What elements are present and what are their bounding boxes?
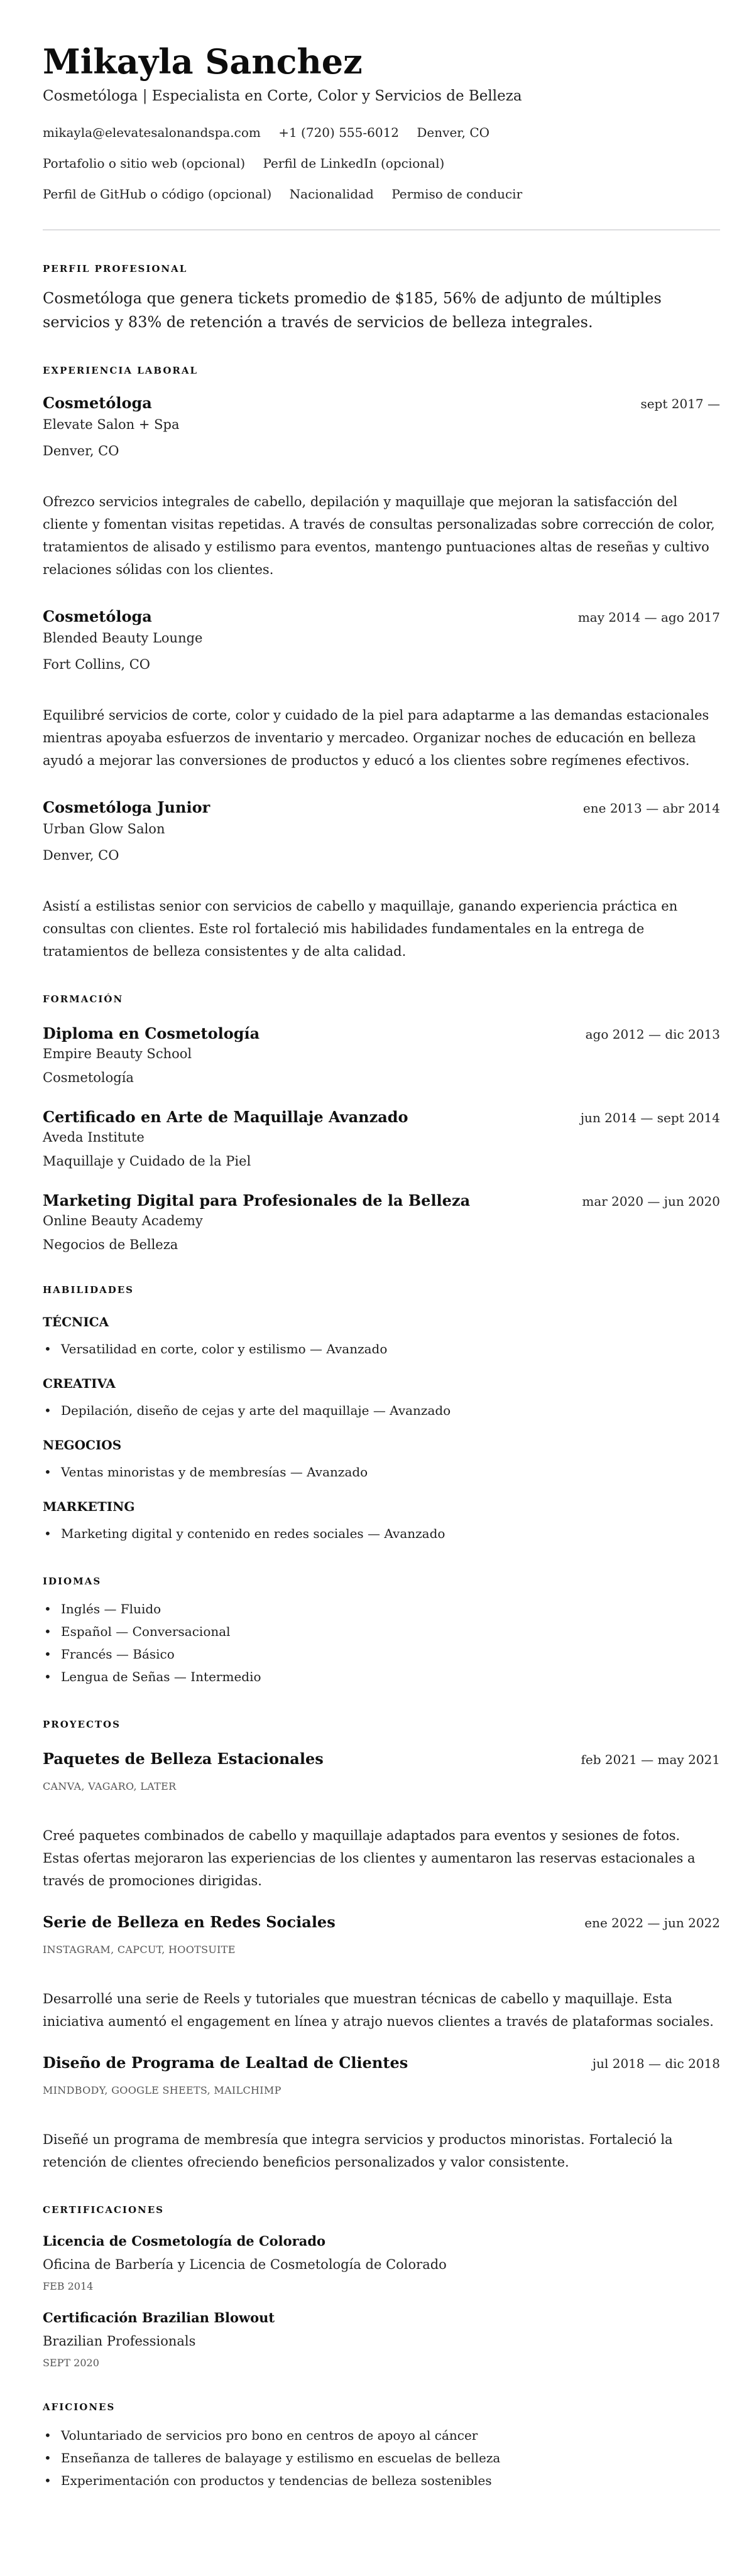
bullet-icon: • [44, 1403, 52, 1418]
certifications-section [43, 2204, 720, 2371]
section-heading: AFICIONES [43, 2401, 116, 2413]
bullet-icon: • [44, 1601, 52, 1616]
list-item [43, 2447, 720, 2469]
project-description: Diseñé un programa de membresía que integra servicios y productos minoristas. Fortaleció la retención de clientes ofreciendo beneficios personalizados y valor consistente. [43, 2132, 673, 2170]
certification-entry [43, 2232, 720, 2294]
entry-header [43, 1191, 720, 1211]
contact-row [43, 185, 720, 203]
education-section [43, 993, 720, 1253]
project-tech-stack: CANVA, VAGARO, LATER [43, 1780, 177, 1792]
list-item-text: Depilación, diseño de cejas y arte del maquillaje — Avanzado [61, 1403, 451, 1418]
education-entry [43, 1191, 720, 1253]
contact-driving-license: Permiso de conducir [391, 187, 523, 202]
list-item-text: Inglés — Fluido [61, 1601, 161, 1616]
school-name: Empire Beauty School [43, 1046, 192, 1061]
entry-title: Paquetes de Belleza Estacionales [43, 1750, 324, 1768]
entry-title: Cosmetóloga Junior [43, 798, 210, 816]
languages-section [43, 1575, 720, 1688]
contact-location: Denver, CO [417, 125, 490, 140]
list-item-text: Ventas minoristas y de membresías — Avanzado [61, 1464, 368, 1480]
skill-group-heading: NEGOCIOS [43, 1437, 122, 1453]
job-description: Ofrezco servicios integrales de cabello, depilación y maquillaje que mejoran la satisfacción del cliente y fomentan visitas repetidas. A través de consultas personalizadas sobre corrección de color, tratamientos de alisado y estilismo para eventos, mantengo puntuaciones altas de reseñas y cultivo relaciones sólidas con los clientes. [43, 494, 715, 577]
contact-row [43, 123, 720, 142]
entry-header [43, 1913, 720, 1932]
entry-date: may 2014 — ago 2017 [577, 610, 720, 625]
entry-title: Cosmetóloga [43, 607, 152, 625]
job-entry [43, 394, 720, 581]
entry-date: ago 2012 — dic 2013 [585, 1027, 720, 1042]
certification-title: Licencia de Cosmetología de Colorado [43, 2233, 326, 2249]
education-entry [43, 1024, 720, 1086]
contact-portfolio[interactable]: Portafolio o sitio web (opcional) [43, 156, 246, 171]
entry-date: ene 2022 — jun 2022 [584, 1915, 720, 1930]
candidate-headline: Cosmetóloga | Especialista en Corte, Color y Servicios de Belleza [43, 88, 522, 104]
bullet-icon: • [44, 1526, 52, 1541]
list-item [43, 1620, 720, 1643]
contact-nationality: Nacionalidad [289, 187, 374, 202]
project-entry [43, 1750, 720, 1892]
entry-date: jul 2018 — dic 2018 [592, 2056, 720, 2071]
company-name: Urban Glow Salon [43, 821, 165, 836]
list-item-text: Versatilidad en corte, color y estilismo — Avanzado [61, 1341, 388, 1356]
entry-title: Marketing Digital para Profesionales de la Belleza [43, 1191, 471, 1210]
skill-group-heading: CREATIVA [43, 1376, 116, 1391]
project-entry [43, 2054, 720, 2173]
summary-section [43, 262, 720, 334]
field-of-study: Maquillaje y Cuidado de la Piel [43, 1154, 251, 1169]
skills-section [43, 1284, 720, 1545]
job-entry [43, 798, 720, 963]
certification-issuer: Brazilian Professionals [43, 2334, 196, 2349]
experience-section [43, 364, 720, 963]
entry-header [43, 1024, 720, 1044]
list-item-text: Español — Conversacional [61, 1624, 231, 1639]
project-tech-stack: MINDBODY, GOOGLE SHEETS, MAILCHIMP [43, 2084, 281, 2096]
bullet-icon: • [44, 1624, 52, 1639]
certification-issuer: Oficina de Barbería y Licencia de Cosmetología de Colorado [43, 2257, 447, 2272]
list-item [43, 1338, 720, 1360]
job-entry [43, 607, 720, 772]
bullet-icon: • [44, 1647, 52, 1662]
contact-phone[interactable]: +1 (720) 555-6012 [278, 125, 400, 140]
job-description: Equilibré servicios de corte, color y cuidado de la piel para adaptarme a las demandas estacionales mientras apoyaba esfuerzos de inventario y mercadeo. Organizar noches de educación en belleza ayudó a mejorar las conversiones de productos y educó a los clientes sobre regímenes efectivos. [43, 708, 709, 768]
project-description: Desarrollé una serie de Reels y tutoriales que muestran técnicas de cabello y maquillaje. Esta iniciativa aumentó el engagement en línea y atrajo nuevos clientes a través de plataformas sociales. [43, 1991, 714, 2029]
entry-date: sept 2017 — [640, 396, 720, 411]
hobbies-section [43, 2401, 720, 2492]
projects-section [43, 1718, 720, 2173]
project-entry [43, 1913, 720, 2033]
company-name: Elevate Salon + Spa [43, 417, 180, 432]
entry-date: feb 2021 — may 2021 [581, 1752, 720, 1767]
bullet-icon: • [44, 1669, 52, 1684]
entry-date: ene 2013 — abr 2014 [582, 801, 720, 816]
section-heading: HABILIDADES [43, 1284, 134, 1296]
list-item-text: Marketing digital y contenido en redes sociales — Avanzado [61, 1526, 445, 1541]
entry-title: Serie de Belleza en Redes Sociales [43, 1913, 336, 1931]
list-item-text: Experimentación con productos y tendencias de belleza sostenibles [61, 2473, 492, 2488]
contact-email[interactable]: mikayla@elevatesalonandspa.com [43, 125, 261, 140]
candidate-name: Mikayla Sanchez [43, 41, 363, 82]
skill-list [43, 1399, 720, 1422]
skill-list [43, 1338, 720, 1360]
bullet-icon: • [44, 1341, 52, 1356]
list-item-text: Lengua de Señas — Intermedio [61, 1669, 261, 1684]
certification-title: Certificación Brazilian Blowout [43, 2310, 275, 2325]
skill-group-heading: TÉCNICA [43, 1314, 109, 1329]
certification-date: SEPT 2020 [43, 2357, 99, 2369]
entry-header [43, 1108, 720, 1127]
project-description: Creé paquetes combinados de cabello y maquillaje adaptados para eventos y sesiones de fotos. Estas ofertas mejoraron las experiencias de los clientes y aumentaron las reservas estacionales a través de promociones dirigidas. [43, 1828, 696, 1888]
resume-header [43, 41, 720, 203]
entry-header [43, 2054, 720, 2073]
list-item-text: Francés — Básico [61, 1647, 175, 1662]
section-heading: FORMACIÓN [43, 993, 124, 1005]
entry-header [43, 394, 720, 413]
list-item-text: Enseñanza de talleres de balayage y estilismo en escuelas de belleza [61, 2450, 501, 2465]
job-description: Asistí a estilistas senior con servicios de cabello y maquillaje, ganando experiencia práctica en consultas con clientes. Este rol fortaleció mis habilidades fundamentales en la entrega de tratamientos de belleza consistentes y de alta calidad. [43, 899, 678, 959]
company-name: Blended Beauty Lounge [43, 630, 203, 646]
entry-date: mar 2020 — jun 2020 [582, 1194, 720, 1209]
school-name: Aveda Institute [43, 1130, 145, 1145]
field-of-study: Negocios de Belleza [43, 1237, 178, 1252]
contact-row [43, 154, 720, 173]
entry-header [43, 798, 720, 818]
skill-group-heading: MARKETING [43, 1499, 135, 1514]
entry-title: Diploma en Cosmetología [43, 1024, 260, 1042]
header-divider [43, 229, 720, 230]
section-heading: PROYECTOS [43, 1719, 121, 1730]
project-tech-stack: INSTAGRAM, CAPCUT, HOOTSUITE [43, 1944, 236, 1956]
job-location: Denver, CO [43, 443, 119, 458]
list-item [43, 2424, 720, 2447]
skill-list [43, 1522, 720, 1545]
section-heading: EXPERIENCIA LABORAL [43, 365, 199, 376]
bullet-icon: • [44, 2473, 52, 2488]
bullet-icon: • [44, 2450, 52, 2465]
list-item [43, 1522, 720, 1545]
bullet-icon: • [44, 2428, 52, 2443]
job-location: Fort Collins, CO [43, 657, 151, 672]
list-item [43, 2469, 720, 2492]
skill-list [43, 1461, 720, 1483]
entry-header [43, 607, 720, 627]
list-item-text: Voluntariado de servicios pro bono en centros de apoyo al cáncer [61, 2428, 478, 2443]
list-item [43, 1643, 720, 1665]
list-item [43, 1461, 720, 1483]
certification-entry [43, 2309, 720, 2371]
education-entry [43, 1108, 720, 1170]
section-heading: IDIOMAS [43, 1576, 102, 1587]
entry-title: Cosmetóloga [43, 394, 152, 412]
entry-header [43, 1750, 720, 1769]
entry-date: jun 2014 — sept 2014 [580, 1110, 720, 1125]
certification-date: FEB 2014 [43, 2280, 94, 2292]
hobbies-list [43, 2424, 720, 2492]
summary-text: Cosmetóloga que genera tickets promedio de $185, 56% de adjunto de múltiples servicios y 83% de retención a través de servicios de belleza integrales. [43, 290, 662, 331]
school-name: Online Beauty Academy [43, 1213, 203, 1228]
section-heading: PERFIL PROFESIONAL [43, 263, 188, 274]
field-of-study: Cosmetología [43, 1070, 134, 1085]
list-item [43, 1598, 720, 1620]
languages-list [43, 1598, 720, 1688]
entry-title: Certificado en Arte de Maquillaje Avanzado [43, 1108, 408, 1126]
contact-github[interactable]: Perfil de GitHub o código (opcional) [43, 187, 272, 202]
bullet-icon: • [44, 1464, 52, 1480]
job-location: Denver, CO [43, 848, 119, 863]
contact-linkedin[interactable]: Perfil de LinkedIn (opcional) [263, 156, 445, 171]
section-heading: CERTIFICACIONES [43, 2204, 164, 2216]
entry-title: Diseño de Programa de Lealtad de Clientes [43, 2054, 408, 2072]
list-item [43, 1399, 720, 1422]
list-item [43, 1665, 720, 1688]
